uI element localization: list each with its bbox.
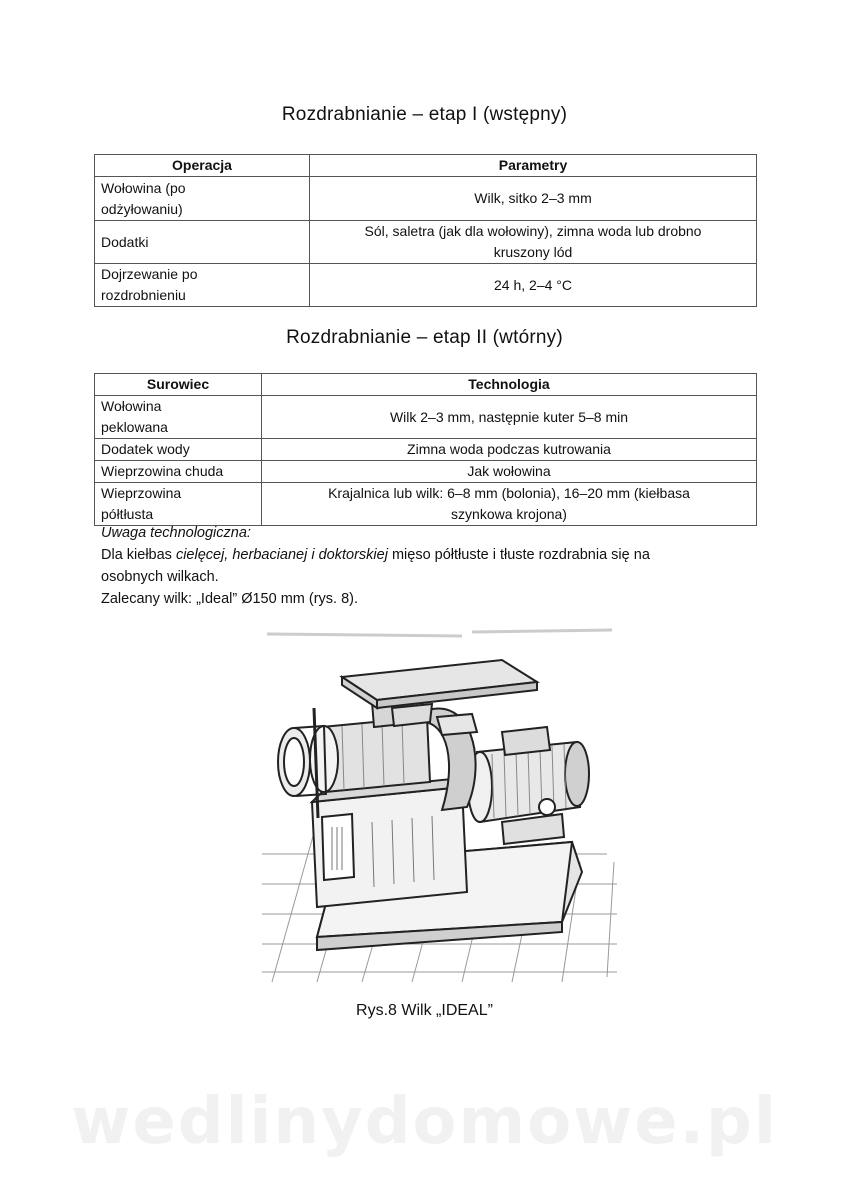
table-cell: Dojrzewanie po rozdrobnieniu: [95, 264, 310, 307]
table-cell: Wieprzowina półtłusta: [95, 483, 262, 526]
table-row: [95, 177, 757, 221]
table-header-row: [95, 155, 757, 177]
meat-grinder-illustration: [262, 622, 617, 984]
table-cell: Dodatki: [95, 221, 310, 264]
table-cell: 24 h, 2–4 °C: [310, 264, 757, 307]
column-header-parametry: Parametry: [310, 155, 757, 177]
note-line-1: Dla kiełbas cielęcej, herbacianej i doktorskiej mięso półtłuste i tłuste rozdrabnia się na: [101, 547, 650, 563]
column-header-technologia: Technologia: [262, 374, 757, 396]
column-header-operacja: Operacja: [95, 155, 310, 177]
table-cell: Wołowina peklowana: [95, 396, 262, 439]
table-cell: Jak wołowina: [262, 461, 757, 483]
table-row: [95, 439, 757, 461]
note-line-2: osobnych wilkach.: [101, 569, 219, 585]
electric-motor: [468, 727, 589, 844]
table-row: [95, 483, 757, 526]
figure-caption: Rys.8 Wilk „IDEAL”: [356, 1002, 493, 1019]
column-header-surowiec: Surowiec: [95, 374, 262, 396]
table-row: [95, 221, 757, 264]
note-line-3: Zalecany wilk: „Ideal” Ø150 mm (rys. 8).: [101, 591, 359, 607]
table-cell: Wieprzowina chuda: [95, 461, 262, 483]
section1-table: [94, 154, 757, 307]
table-cell: Wilk 2–3 mm, następnie kuter 5–8 min: [262, 396, 757, 439]
note-heading: Uwaga technologiczna:: [101, 525, 251, 541]
table-cell: Dodatek wody: [95, 439, 262, 461]
technological-note: [101, 522, 751, 610]
section2-table: [94, 373, 757, 526]
table-cell: Zimna woda podczas kutrowania: [262, 439, 757, 461]
table-row: [95, 264, 757, 307]
watermark: wedlinydomowe.pl: [71, 1085, 778, 1159]
table-row: [95, 396, 757, 439]
table-cell: Krajalnica lub wilk: 6–8 mm (bolonia), 16–20 mm (kiełbasa szynkowa krojona): [262, 483, 757, 526]
table-header-row: [95, 374, 757, 396]
table-cell: Wilk, sitko 2–3 mm: [310, 177, 757, 221]
table-cell: Wołowina (po odżyłowaniu): [95, 177, 310, 221]
section1-title: Rozdrabnianie – etap I (wstępny): [281, 104, 568, 125]
table-cell: Sól, saletra (jak dla wołowiny), zimna woda lub drobno kruszony lód: [310, 221, 757, 264]
table-row: [95, 461, 757, 483]
section2-title: Rozdrabnianie – etap II (wtórny): [286, 327, 563, 348]
